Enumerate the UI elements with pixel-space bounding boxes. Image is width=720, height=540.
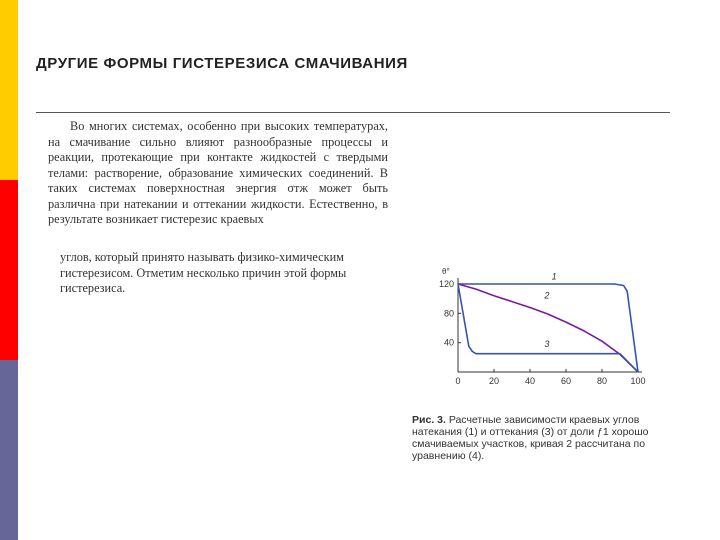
y-tick-label: 40 <box>443 337 454 348</box>
accent-stripe-purple <box>0 360 18 540</box>
body-paragraph-1: Во многих системах, особенно при высоких температурах, на смачивание сильно влияют разнообразные процессы и реакции, протекающие при контакте жидкостей с твердыми телами: растворение, образование химических соединений. В таких системах поверхностная энергия σтж может быть различна при натекании и оттекании жидкости. Естественно, в результате возникает гистерезис краевых <box>48 119 388 226</box>
chart-labels <box>439 267 646 386</box>
figure-label: Рис. 3. <box>412 414 446 426</box>
x-tick-label: 100 <box>630 376 646 386</box>
y-tick-label: 80 <box>443 308 454 319</box>
series-3-label: 3 <box>544 339 550 350</box>
x-tick-label: 60 <box>560 376 572 386</box>
x-tick-label: 80 <box>596 376 608 386</box>
accent-stripe-red <box>0 180 18 360</box>
series-1-label: 1 <box>551 271 557 282</box>
hysteresis-chart <box>405 260 670 410</box>
series-2-label: 2 <box>544 290 550 301</box>
x-tick-label: 40 <box>524 376 536 386</box>
figure-caption <box>412 414 680 462</box>
figure-caption-text: Расчетные зависимости краевых углов натекания (1) и оттекания (3) от доли ƒ1 хорошо смачиваемых участков, кривая 2 рассчитана по уравнению (4). <box>412 414 649 462</box>
x-tick-label: 20 <box>488 376 500 386</box>
y-unit-label: θ° <box>442 267 450 276</box>
x-tick-label: 0 <box>455 376 461 386</box>
slide-title: ДРУГИЕ ФОРМЫ ГИСТЕРЕЗИСА СМАЧИВАНИЯ <box>36 55 408 72</box>
body-paragraph-2: углов, который принято называть физико-химическим гистерезисом. Отметим несколько причин этой формы гистерезиса. <box>60 250 347 295</box>
title-divider <box>36 112 670 113</box>
accent-stripe-yellow <box>0 0 18 180</box>
y-tick-label: 120 <box>438 279 454 289</box>
